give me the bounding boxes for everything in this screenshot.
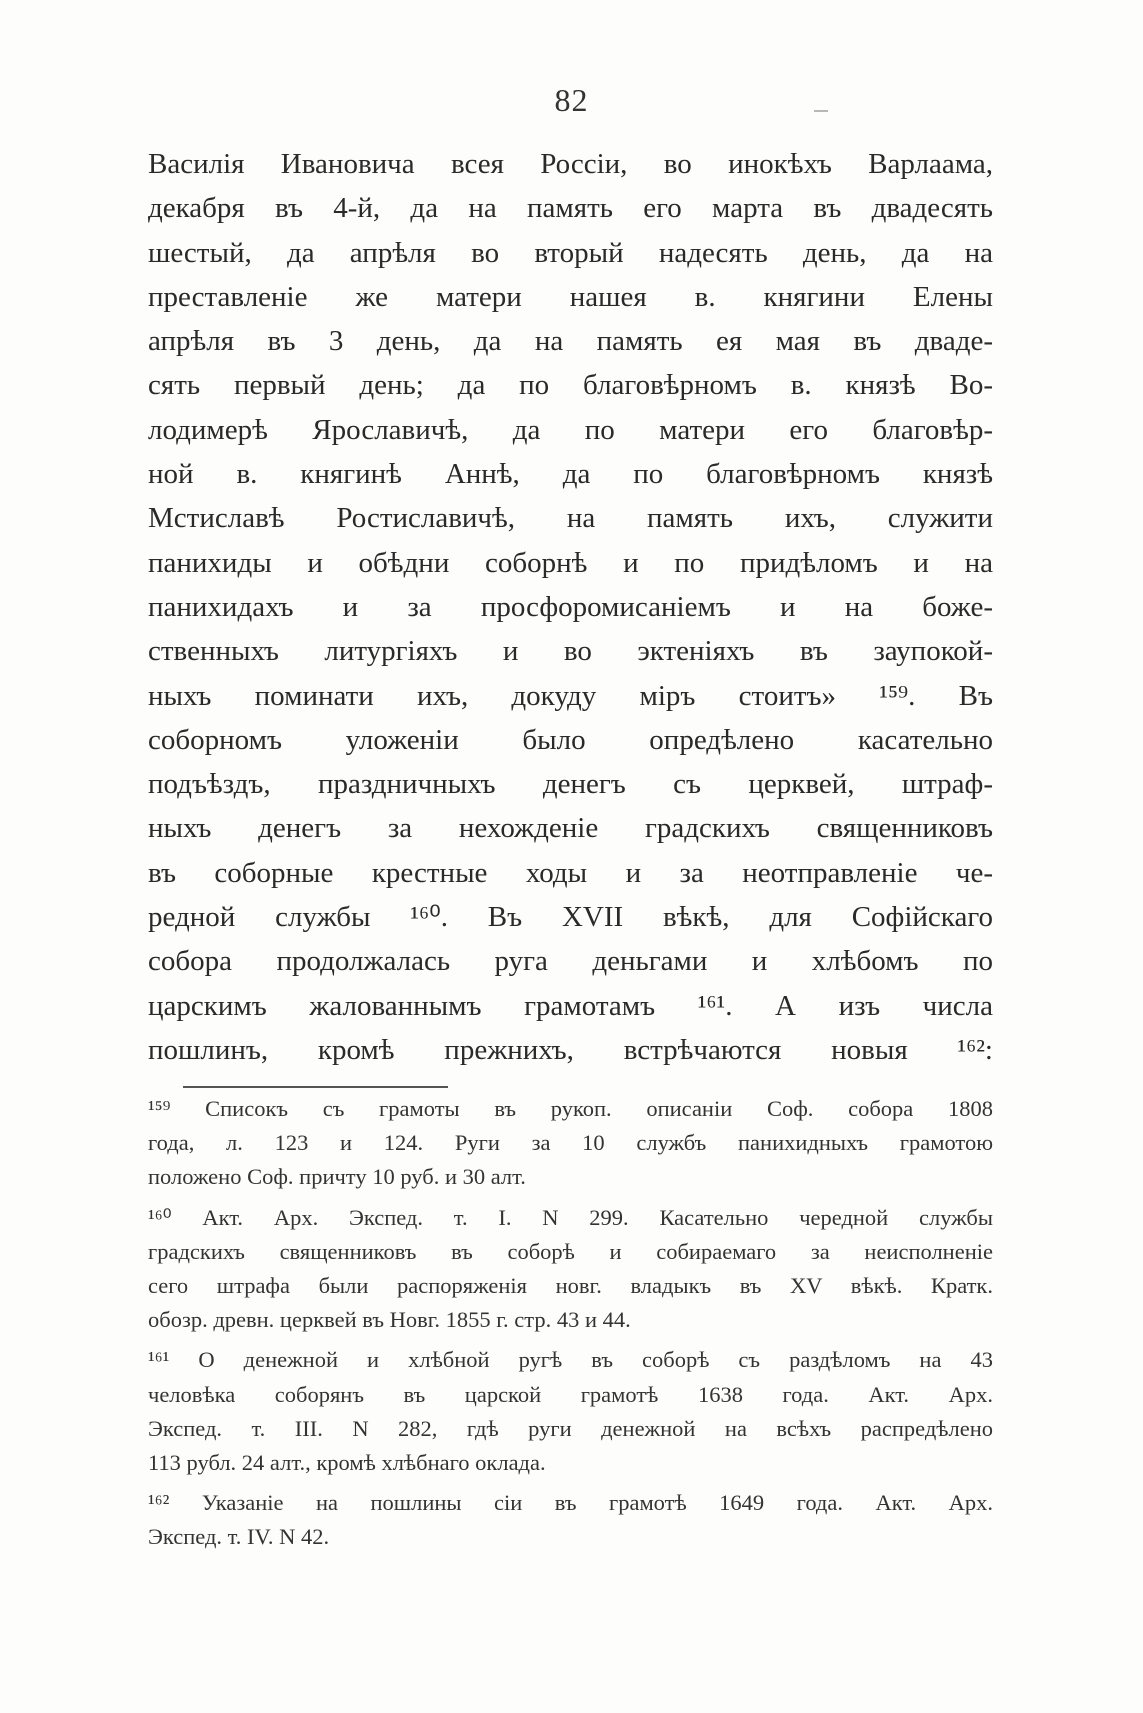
footnotes [148, 1092, 993, 1554]
text-line: Василія Ивановича всея Россіи, во инокѣхъ Варлаама, [148, 148, 993, 180]
text-line: преставленіе же матери нашея в. княгини Елены [148, 280, 993, 313]
footnote-line: Экспед. т. III. N 282, гдѣ руги денежной на всѣхъ распредѣлено [148, 1415, 993, 1441]
text-line: редной службы ¹⁶⁰. Въ XVII вѣкѣ, для Софійскаго [148, 901, 993, 934]
footnote-line: ¹⁵⁹ Списокъ съ грамоты въ рукоп. описаніи Соф. собора 1808 [148, 1096, 993, 1121]
text-line: шестый, да апрѣля во вторый надесять день, да на [148, 236, 993, 269]
text-line: декабря въ 4-й, да на память его марта въ двадесять [148, 192, 993, 225]
text-line: ственныхъ литургіяхъ и во эктеніяхъ въ заупокой- [148, 635, 993, 668]
footnote-line: 113 рубл. 24 алт., кромѣ хлѣбнаго оклада. [148, 1449, 546, 1475]
text-line: Мстиславѣ Ростиславичѣ, на память ихъ, служити [148, 502, 993, 535]
text-line: панихиды и обѣдни соборнѣ и по придѣломъ и на [148, 546, 993, 579]
footnote-line: человѣка соборянъ въ царской грамотѣ 1638 года. Акт. Арх. [148, 1381, 993, 1407]
text-line: лодимерѣ Ярославичѣ, да по матери его благовѣр- [148, 413, 993, 446]
footnote-line: ¹⁶¹ О денежной и хлѣбной ругѣ въ соборѣ съ раздѣломъ на 43 [148, 1347, 993, 1373]
footnote-line: Экспед. т. IV. N 42. [148, 1524, 330, 1550]
text-line: панихидахъ и за просфоромисаніемъ и на боже- [148, 590, 993, 623]
text-line: ныхъ поминати ихъ, докуду міръ стоитъ» ¹⁵⁹. Въ [148, 679, 993, 712]
footnote-line: обозр. древн. церквей въ Новг. 1855 г. стр. 43 и 44. [148, 1307, 631, 1333]
footnote-161 [148, 1343, 993, 1480]
footnote-line: ¹⁶² Указаніе на пошлины сіи въ грамотѣ 1649 года. Акт. Арх. [148, 1490, 993, 1516]
footnote-162 [148, 1486, 993, 1554]
main-text [148, 142, 993, 1072]
footnote-159 [148, 1092, 993, 1195]
footnote-separator [183, 1086, 448, 1088]
footnote-160 [148, 1201, 993, 1338]
footnote-line: положено Соф. причту 10 руб. и 30 алт. [148, 1164, 526, 1190]
text-line: собора продолжалась руга деньгами и хлѣбомъ по [148, 945, 993, 978]
text-line: ной в. княгинѣ Аннѣ, да по благовѣрномъ князѣ [148, 458, 993, 491]
text-line: апрѣля въ 3 день, да на память ея мая въ дваде- [148, 325, 993, 358]
footnote-line: года, л. 123 и 124. Руги за 10 службъ панихидныхъ грамотою [148, 1130, 993, 1156]
text-line: соборномъ уложеніи было опредѣлено касательно [148, 723, 993, 756]
footnote-line: градскихъ священниковъ въ соборѣ и собираемаго за неисполненіе [148, 1238, 993, 1264]
text-line: въ соборные крестные ходы и за неотправленіе че- [148, 856, 993, 889]
footnote-line: ¹⁶⁰ Акт. Арх. Экспед. т. I. N 299. Касательно чередной службы [148, 1204, 993, 1230]
footnote-line: сего штрафа были распоряженія новг. владыкъ въ XV вѣкѣ. Кратк. [148, 1272, 993, 1298]
text-line: ныхъ денегъ за нехожденіе градскихъ священниковъ [148, 812, 993, 845]
text-line: подъѣздъ, праздничныхъ денегъ съ церквей, штраф- [148, 768, 993, 801]
text-line: пошлинъ, кромѣ прежнихъ, встрѣчаются новыя ¹⁶²: [148, 1033, 993, 1066]
text-line: царскимъ жалованнымъ грамотамъ ¹⁶¹. А изъ числа [148, 989, 993, 1022]
page-number: 82 [554, 82, 589, 118]
text-line: сять первый день; да по благовѣрномъ в. князѣ Во- [148, 369, 993, 402]
stray-mark [814, 110, 828, 112]
